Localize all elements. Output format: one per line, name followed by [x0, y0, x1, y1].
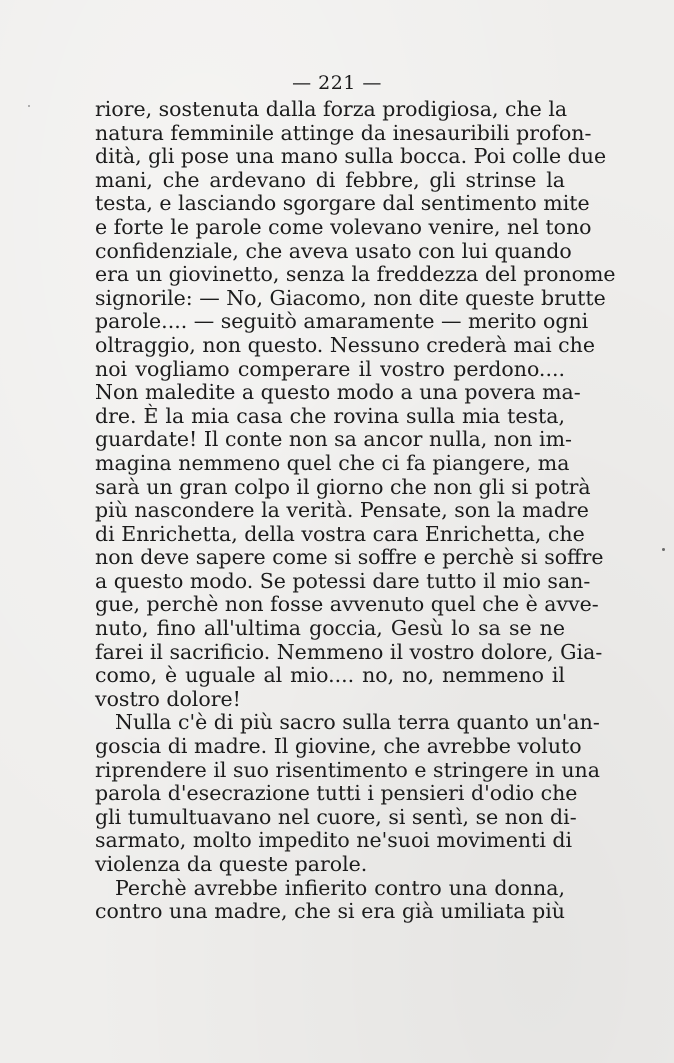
text-line: era un giovinetto, senza la freddezza del pronome	[95, 262, 616, 287]
text-line: farei il sacrificio. Nemmeno il vostro dolore, Gia-	[95, 639, 603, 664]
text-line: dre. È la mia casa che rovina sulla mia testa,	[95, 403, 565, 428]
paragraph-2	[95, 710, 600, 876]
text-line: riore, sostenuta dalla forza prodigiosa, che la	[95, 97, 568, 121]
text-line: natura femminile attinge da inesauribili profon-	[95, 120, 592, 145]
text-line: vostro dolore!	[95, 686, 241, 711]
text-line: dità, gli pose una mano sulla bocca. Poi colle due	[95, 144, 607, 169]
paragraph-1	[95, 97, 616, 711]
text-line: noi vogliamo comperare il vostro perdono....	[95, 356, 565, 381]
text-line: guardate! Il conte non sa ancor nulla, non im-	[95, 427, 572, 452]
paper-speck	[662, 548, 665, 551]
text-line: parole.... — seguitò amaramente — merito ogni	[95, 309, 589, 334]
text-line: mani, che ardevano di febbre, gli strinse la	[95, 167, 565, 192]
text-line: parola d'esecrazione tutti i pensieri d'odio che	[95, 781, 578, 806]
text-line: di Enrichetta, della vostra cara Enrichetta, che	[95, 521, 585, 546]
text-line: como, è uguale al mio.... no, no, nemmeno il	[95, 663, 565, 688]
text-line: sarà un gran colpo il giorno che non gli si potrà	[95, 474, 591, 499]
text-line: più nascondere la verità. Pensate, son la madre	[95, 498, 589, 523]
text-line: Nulla c'è di più sacro sulla terra quanto un'an-	[115, 710, 600, 735]
text-line: non deve sapere come si soffre e perchè si soffre	[95, 545, 604, 570]
text-line: e forte le parole come volevano venire, nel tono	[95, 214, 592, 239]
text-line: Non maledite a questo modo a una povera ma-	[95, 380, 581, 405]
page-number: — 221 —	[292, 72, 382, 94]
text-line: gli tumultuavano nel cuore, si sentì, se non di-	[95, 804, 577, 829]
body-text	[95, 97, 616, 924]
text-line: goscia di madre. Il giovine, che avrebbe voluto	[95, 734, 582, 759]
text-line: gue, perchè non fosse avvenuto quel che è avve-	[95, 592, 599, 617]
text-line: sarmato, molto impedito ne'suoi movimenti di	[95, 828, 573, 853]
text-line: testa, e lasciando sgorgare dal sentimento mite	[95, 191, 590, 216]
text-line: a questo modo. Se potessi dare tutto il mio san-	[95, 568, 591, 593]
text-line: violenza da queste parole.	[95, 852, 368, 876]
paragraph-3	[95, 877, 565, 924]
text-line: nuto, fino all'ultima goccia, Gesù lo sa se ne	[95, 616, 565, 641]
text-line: magina nemmeno quel che ci fa piangere, ma	[95, 450, 570, 475]
text-line: confidenziale, che aveva usato con lui quando	[95, 238, 572, 263]
text-line: Perchè avrebbe infierito contro una donna,	[115, 875, 565, 900]
paper-speck	[28, 105, 30, 107]
text-line: signorile: — No, Giacomo, non dite queste brutte	[95, 285, 606, 310]
text-line: riprendere il suo risentimento e stringere in una	[95, 757, 600, 782]
text-line: contro una madre, che si era già umiliata più	[95, 899, 565, 924]
text-line: oltraggio, non questo. Nessuno crederà mai che	[95, 332, 595, 357]
